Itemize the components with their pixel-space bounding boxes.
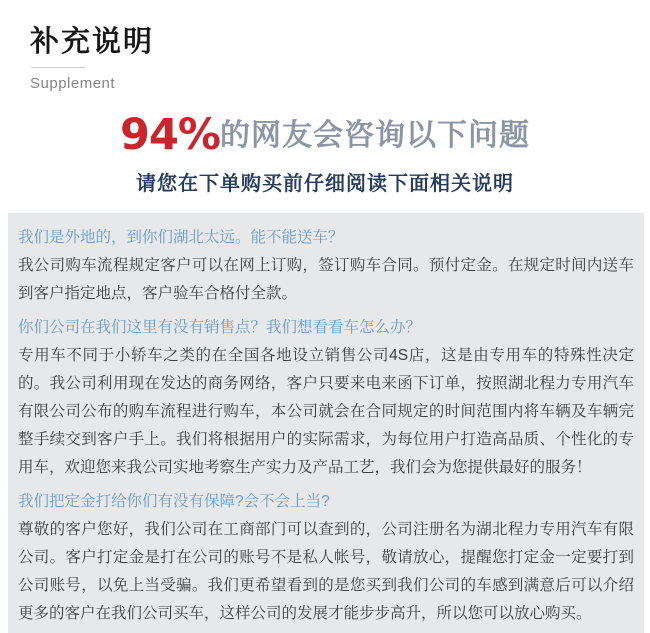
qa-item-delivery xyxy=(18,224,634,308)
page-title: 补充说明 xyxy=(30,26,155,58)
qa-panel xyxy=(8,213,644,633)
page-subtitle: Supplement xyxy=(30,75,116,92)
answer-text: 我公司购车流程规定客户可以在网上订购，签订购车合同。预付定金。在规定时间内送车到客户指定地点，客户验车合格付全款。 xyxy=(18,257,634,302)
qa-item-sales-outlet xyxy=(18,314,634,482)
answer-text: 尊敬的客户您好，我们公司在工商部门可以查到的，公司注册名为湖北程力专用汽车有限公司。客户打定金是打在公司的账号不是私人帐号，敬请放心，提醒您打定金一定要打到公司账号，以免上当受骗。我们更希望看到的是您买到我们公司的车感到满意后可以介绍更多的客户在我们公司买车，这样公司的发展才能步步高升，所以您可以放心购买。 xyxy=(18,521,634,622)
question-text: 我们是外地的，到你们湖北太远。能不能送车？ xyxy=(18,229,344,246)
question-text: 我们把定金打给你们有没有保障?会不会上当? xyxy=(18,493,330,510)
stat-headline-text: 的网友会咨询以下问题 xyxy=(219,119,530,152)
title-divider xyxy=(31,67,85,68)
stat-headline xyxy=(0,110,650,160)
page-header xyxy=(0,0,650,92)
question-text: 你们公司在我们这里有没有销售点？我们想看看车怎么办？ xyxy=(18,319,422,336)
answer-text: 专用车不同于小轿车之类的在全国各地设立销售公司4S店，这是由专用车的特殊性决定的。我公司利用现在发达的商务网络，客户只要来电来函下订单，按照湖北程力专用汽车有限公司公布的购车流程进行购车，本公司就会在合同规定的时间范围内将车辆及车辆完整手续交到客户手上。我们将根据用户的实际需求，为每位用户打造高品质、个性化的专用车，欢迎您来我公司实地考察生产实力及产品工艺，我们会为您提供最好的服务！ xyxy=(18,347,634,476)
purchase-notice: 请您在下单购买前仔细阅读下面相关说明 xyxy=(136,173,514,195)
stat-percent: 94% xyxy=(120,110,220,160)
qa-item-deposit-safety xyxy=(18,488,634,628)
